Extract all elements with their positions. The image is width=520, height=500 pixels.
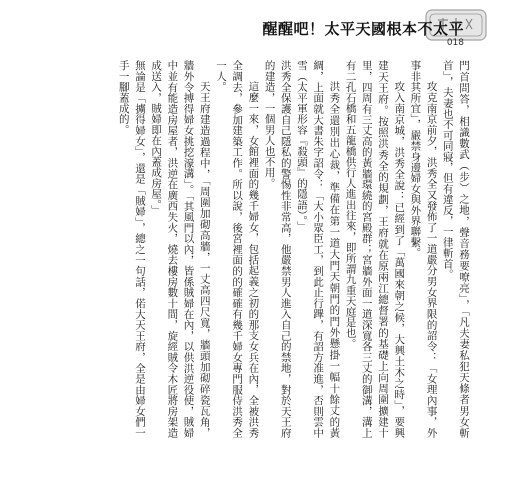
page-number: 018 (446, 38, 464, 48)
paragraph: 門首問答，相識數武（步）之地，聲音務要嘹亮」，「凡夫妻私犯天條者男女斬首」，夫妻也不可同寢，但有違反，一律斬首。 (441, 60, 470, 438)
paragraph: 洪秀全還別出心裁，準備在第一道大門天朝門的門外懸掛一幅十餘丈的黃綢，上面就大書朱字詔令：「大小眾臣工，到此止行蹕，有詔方准進，否則雲中雪（太平軍形容『殺頭』的隱語）。」 (295, 60, 341, 438)
paragraph: 洪秀全保護自己隱私的警惕性非常高，他嚴禁男人進入自己的禁地，對於天王府的建造，一個男人也不用。 (263, 60, 292, 438)
paragraph: 攻入南京城，洪秀全說：已經到了「萬國來朝之候，大興土木之時」，要興建天王府。按照洪秀全的規劃，王府就在原兩江總督署的基礎上向周圍擴建十里，四周有三丈高的黃牆環繞的宮殿群；宮牆外面一道深寬各三丈的御溝，溝上有二孔石橋和五龍橋供行人進出往來，即所謂九重天庭是也。 (344, 60, 406, 438)
paragraph: 無論是「擄得婦女」，還是「賊婦」，總之一句話，偌大天王府，全是由婦女們一手一腳蓋成的。 (117, 60, 146, 438)
paragraph: 攻克南京前夕，洪秀全又發佈了一道嚴分男女界限的詔令：「女理內事，外事非其所宜」，嚴禁身邊婦女與外界聯繫。 (409, 60, 438, 438)
paragraph: 這麼一來，女館裡面的幾千婦女，包括起義之初的那支女兵在內，全被洪秀全調去，參加建築工作。所以說，後宮裡面的的確確有幾千婦女專門服侍洪秀全一人。 (214, 60, 260, 438)
page-title: 醒醒吧！太平天國根本不太平 (262, 20, 464, 38)
body-text (45, 60, 472, 438)
page-header (40, 12, 494, 52)
paragraph: 天王府建造過程中，「周圍加砌高牆，一丈高四尺寬，牆頭加砌碎瓷瓦角，牆外令搏得婦女挑挖濠溝」。「其風門以內，皆係賊婦在內，以供洪逆役使，賊婦中並有能造房屋者，洪逆在廣西失火，燒去樓房數十間，旋經賊令木匠將房架造成送入，賊婦即在內蓋成房屋。」 (150, 60, 211, 438)
